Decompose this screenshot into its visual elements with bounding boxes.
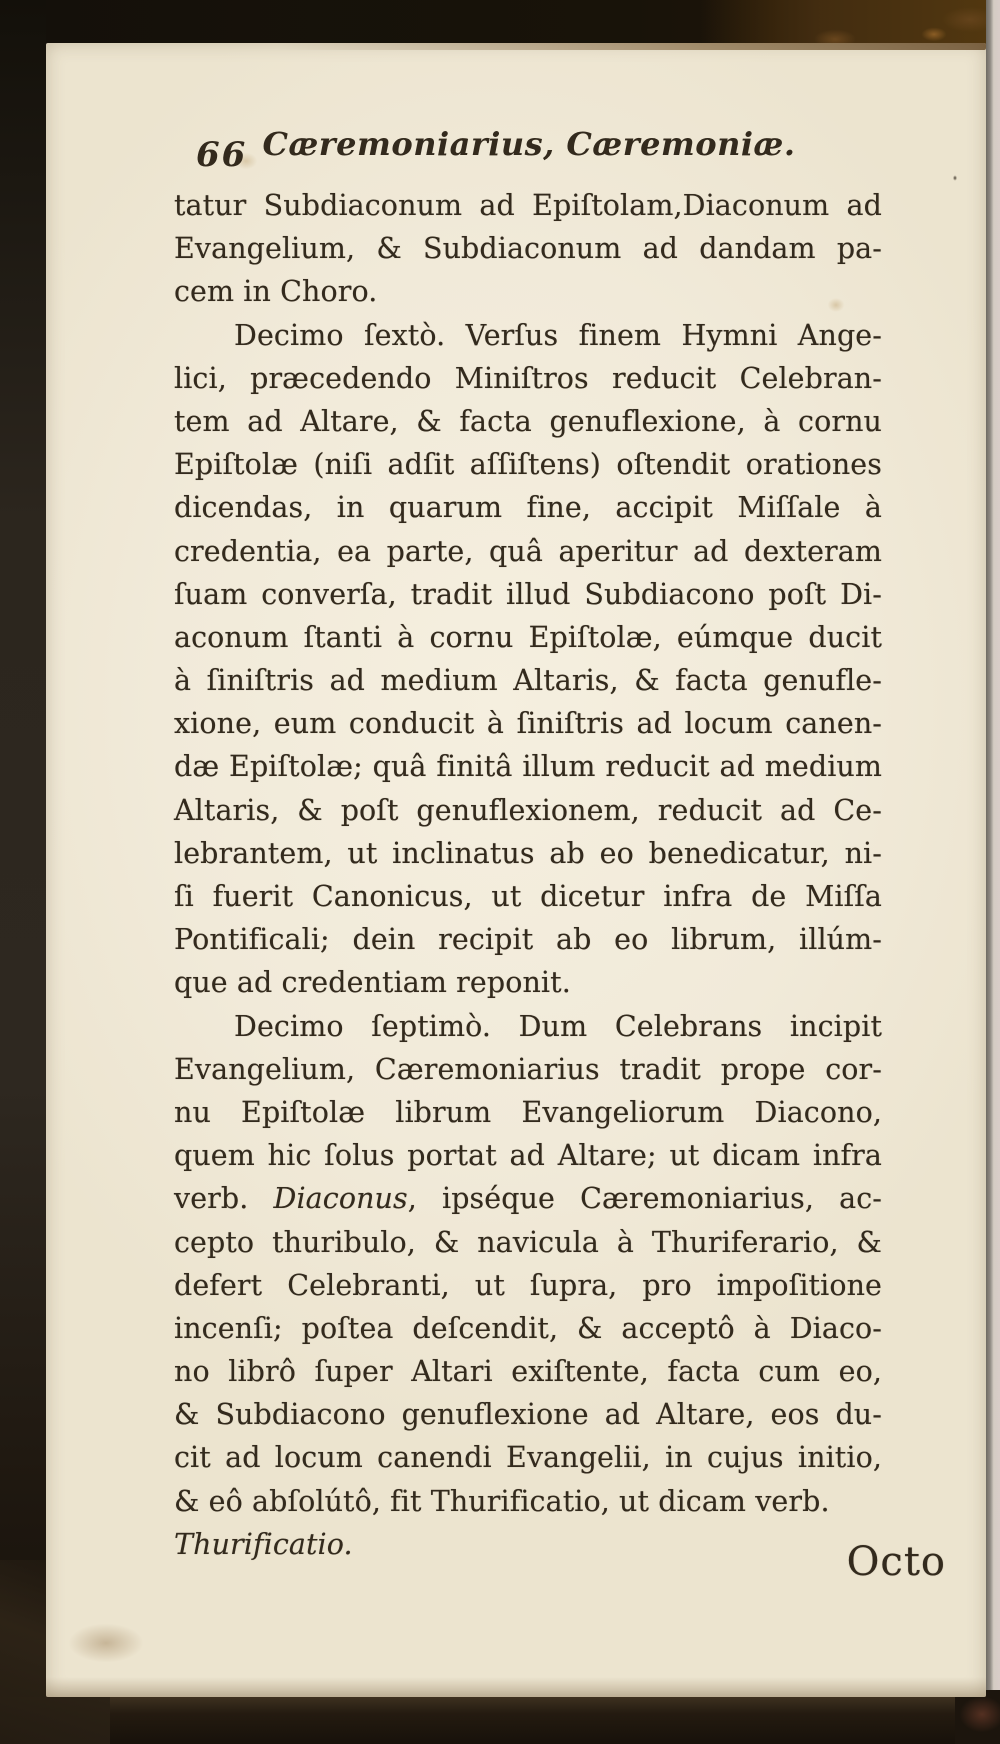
text-line: verb. Diaconus, ipséque Cæremoniarius, ac- [174,1182,882,1216]
text-line: nu Epiſtolæ librum Evangeliorum Diacono, [174,1095,882,1129]
binding-leather-edge [700,0,1000,49]
text-line: Epiſtolæ (niſi adſit aſſiſtens) oſtendit orationes [174,448,882,482]
text-line: incenſi; poſtea deſcendit, & acceptô à Diaco- [174,1311,882,1345]
text-line: dæ Epiſtolæ; quâ finitâ illum reducit ad medium [174,750,882,784]
text-line: lebrantem, ut inclinatus ab eo benedicatur, ni- [174,836,882,870]
text-line: Evangelium, Cæremoniarius tradit prope cor- [174,1052,882,1086]
text-line: & Subdiacono genuflexione ad Altare, eos du- [174,1398,882,1432]
text-line: à ſiniſtris ad medium Altaris, & facta genufle- [174,664,882,698]
text-line: xione, eum conducit à ſiniſtris ad locum canen- [174,707,882,741]
text-line: Pontificali; dein recipit ab eo librum, illúm- [174,923,882,957]
text-line: que ad credentiam reponit. [174,966,571,1000]
text-line: ſi fuerit Canonicus, ut dicetur infra de Miſſa [174,880,882,913]
photo-background-left [0,0,46,1744]
photo-background-bottom [0,1697,1000,1744]
text-line: Thurificatio. [174,1527,353,1561]
text-line: lici, præcedendo Miniſtros reducit Celebran- [174,361,882,395]
text-line: cit ad locum canendi Evangelii, in cujus initio, [174,1441,882,1475]
book-page [46,43,986,1697]
text-line: Decimo ſextò. Verſus finem Hymni Ange- [234,318,882,352]
page-edge-browning-bottom [46,1677,986,1697]
text-line: cem in Choro. [174,275,378,309]
text-line: defert Celebranti, ut ſupra, pro impoſitione [174,1268,882,1302]
text-line: Decimo ſeptimò. Dum Celebrans incipit [234,1009,882,1043]
text-line: ſuam converſa, tradit illud Subdiacono poſt Di- [174,577,882,611]
text-line: cepto thuribulo, & navicula à Thuriferario, & [174,1225,882,1259]
book-fore-edge [986,0,1000,1744]
text-line: quem hic ſolus portat ad Altare; ut dicam infra [174,1139,882,1173]
text-line: credentia, ea parte, quâ aperitur ad dexteram [174,534,882,568]
catchword: Octo [846,1539,946,1585]
text-line: dicendas, in quarum fine, accipit Miſſale à [174,491,882,525]
text-line: Evangelium, & Subdiaconum ad dandam pa- [174,232,882,266]
running-title: Cæremoniarius, Cæremoniæ. [262,125,796,163]
text-line: tem ad Altare, & facta genuflexione, à cornu [174,404,882,438]
page-header [174,125,884,175]
text-line: Altaris, & poſt genuflexionem, reducit ad Ce- [174,793,882,827]
body-text [174,184,882,1566]
photo-background-corner [955,1690,1000,1744]
text-line: & eô abſolútô, fit Thurificatio, ut dicam verb. [174,1484,830,1518]
page-number: 66 [196,135,248,175]
text-line: aconum ſtanti à cornu Epiſtolæ, eúmque ducit [174,620,882,654]
page-edge-browning-top [276,43,986,50]
text-line: tatur Subdiaconum ad Epiſtolam,Diaconum ad [174,189,882,222]
text-line: no librô ſuper Altari exiſtente, facta cum eo, [174,1355,882,1389]
